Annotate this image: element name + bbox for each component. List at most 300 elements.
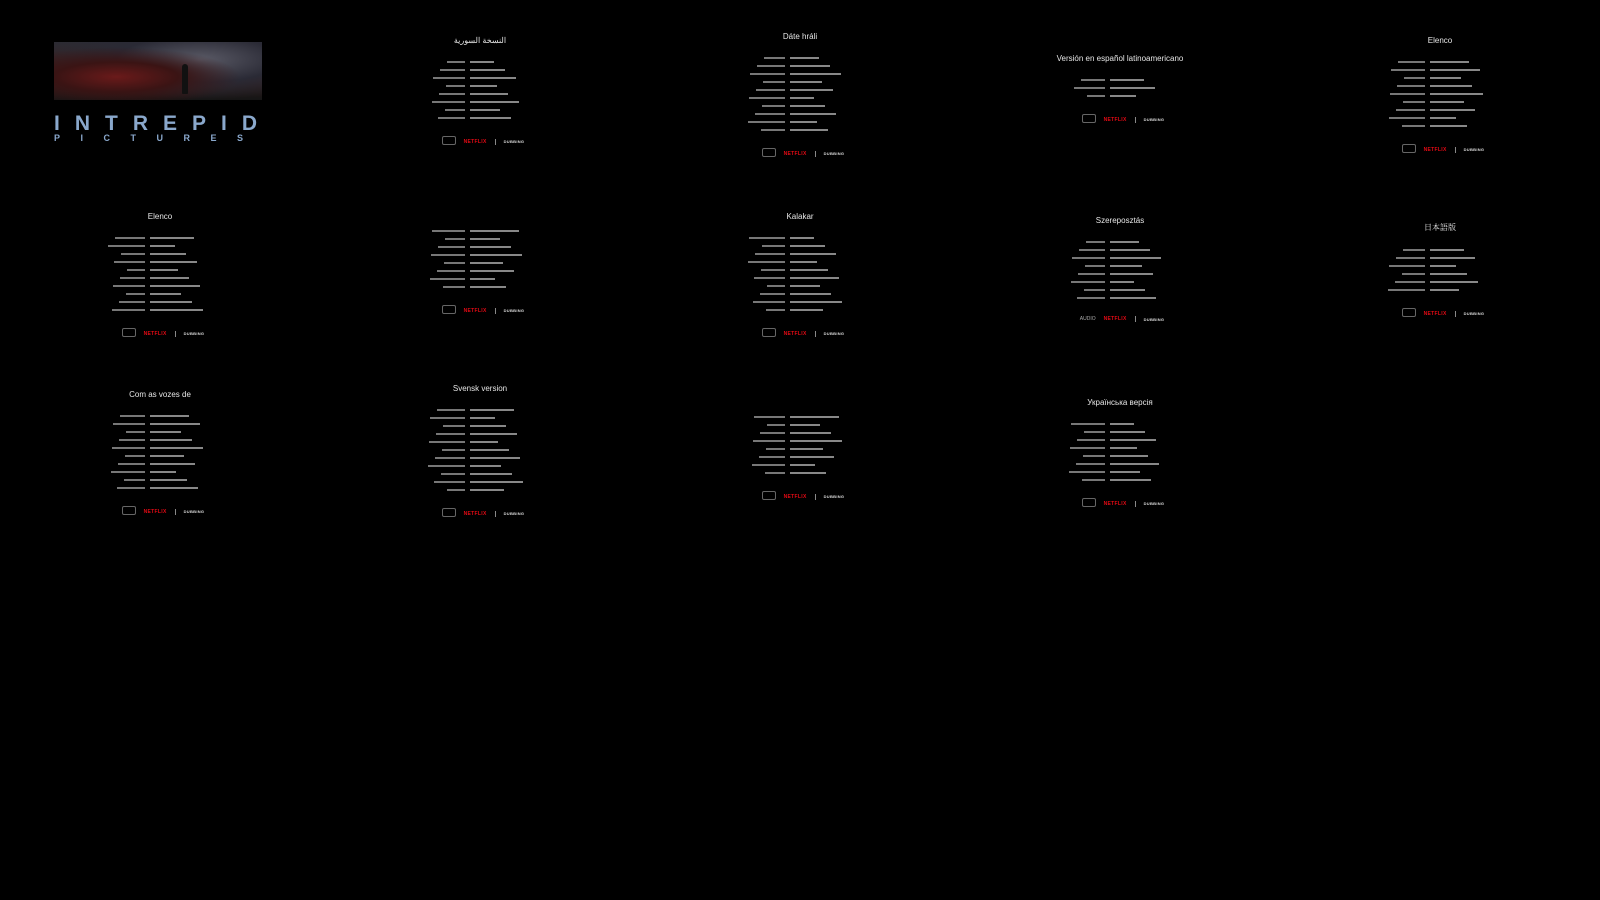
actor-name (790, 446, 860, 453)
logo-image (54, 42, 262, 100)
actor-name (790, 275, 860, 282)
cast-row (101, 267, 220, 274)
cast-row (421, 107, 540, 114)
actor-name (470, 455, 540, 462)
role-name (741, 55, 790, 62)
role-name (1061, 77, 1110, 84)
cast-row (421, 407, 540, 414)
actor-name (790, 430, 860, 437)
role-name (741, 235, 790, 242)
role-name (1381, 263, 1430, 270)
role-name (421, 268, 470, 275)
actor-name (1430, 123, 1500, 130)
actor-name (150, 259, 220, 266)
cast-row (1061, 469, 1180, 476)
cast-list (1020, 77, 1220, 100)
role-name (741, 95, 790, 102)
role-name (421, 59, 470, 66)
credit-panel (700, 32, 900, 159)
role-name (101, 275, 150, 282)
actor-name (1430, 115, 1500, 122)
cast-row (421, 439, 540, 446)
role-name (421, 423, 470, 430)
actor-name (790, 454, 860, 461)
role-name (421, 99, 470, 106)
panel-title: Versión en español latinoamericano (1056, 54, 1184, 63)
actor-name (470, 479, 540, 486)
dubbing-label: DUBBING (1463, 311, 1485, 316)
role-name (101, 235, 150, 242)
cast-row (741, 291, 860, 298)
studio-logo (436, 136, 456, 147)
logo-row (700, 328, 900, 339)
netflix-logo: NETFLIX (463, 510, 487, 517)
studio-logo (1076, 498, 1096, 509)
cast-row (741, 422, 860, 429)
actor-name (470, 487, 540, 494)
role-name (1381, 255, 1430, 262)
actor-name (1110, 477, 1180, 484)
dubbing-label: DUBBING (503, 511, 525, 516)
netflix-logo: NETFLIX (1423, 146, 1447, 153)
divider (175, 509, 176, 515)
cast-list (700, 55, 900, 134)
cast-row (101, 307, 220, 314)
dubbing-label: DUBBING (1143, 117, 1165, 122)
role-name (1381, 83, 1430, 90)
cast-row (421, 83, 540, 90)
cast-list (1020, 421, 1220, 484)
cast-row (421, 67, 540, 74)
actor-name (470, 439, 540, 446)
actor-name (150, 421, 220, 428)
cast-list (700, 235, 900, 314)
role-name (1061, 279, 1110, 286)
actor-name (470, 115, 540, 122)
role-name (741, 307, 790, 314)
role-name (741, 291, 790, 298)
logo-row (60, 506, 260, 517)
cast-row (741, 111, 860, 118)
actor-name (790, 79, 860, 86)
cast-row (741, 251, 860, 258)
studio-logo (756, 328, 776, 339)
logo-row (380, 305, 580, 316)
credit-panel (380, 36, 580, 147)
actor-name (1110, 429, 1180, 436)
cast-row (1381, 115, 1500, 122)
actor-name (1110, 421, 1180, 428)
cast-row (741, 470, 860, 477)
role-name (1061, 461, 1110, 468)
cast-row (421, 268, 540, 275)
actor-name (470, 284, 540, 291)
role-name (101, 299, 150, 306)
cast-row (741, 414, 860, 421)
role-name (421, 91, 470, 98)
cast-row (421, 91, 540, 98)
panel-title: النسخة السورية (453, 36, 507, 45)
netflix-logo: NETFLIX (143, 330, 167, 337)
role-name (741, 127, 790, 134)
cast-row (741, 275, 860, 282)
actor-name (1110, 461, 1180, 468)
cast-row (101, 429, 220, 436)
role-name (1061, 445, 1110, 452)
cast-row (741, 55, 860, 62)
panel-title: 日本語版 (1424, 223, 1456, 232)
credit-panel (1020, 216, 1220, 322)
actor-name (470, 59, 540, 66)
role-name (741, 283, 790, 290)
divider (815, 494, 816, 500)
role-name (741, 299, 790, 306)
actor-name (150, 413, 220, 420)
role-name (1381, 99, 1430, 106)
actor-name (1430, 263, 1500, 270)
actor-name (790, 251, 860, 258)
actor-name (790, 267, 860, 274)
panel-title: Com as vozes de (129, 390, 191, 399)
cast-row (101, 413, 220, 420)
role-name (101, 461, 150, 468)
role-name (1061, 287, 1110, 294)
role-name (421, 83, 470, 90)
cast-list (1340, 59, 1540, 130)
divider (495, 139, 496, 145)
divider (1135, 501, 1136, 507)
role-name (1061, 437, 1110, 444)
cast-list (380, 59, 580, 122)
studio-logo (1396, 308, 1416, 319)
logo-row (380, 508, 580, 519)
netflix-logo: NETFLIX (783, 493, 807, 500)
cast-row (1381, 75, 1500, 82)
actor-name (470, 415, 540, 422)
cast-row (741, 63, 860, 70)
cast-row (741, 95, 860, 102)
role-name (741, 259, 790, 266)
studio-logo (756, 148, 776, 159)
role-name (1381, 67, 1430, 74)
actor-name (1110, 93, 1180, 100)
cast-row (741, 438, 860, 445)
cast-row (101, 299, 220, 306)
role-name (421, 431, 470, 438)
cast-row (1061, 85, 1180, 92)
actor-name (1430, 247, 1500, 254)
credit-panel (1340, 222, 1540, 319)
actor-name (1110, 271, 1180, 278)
logo-row (700, 491, 900, 502)
cast-row (741, 79, 860, 86)
role-name (741, 119, 790, 126)
role-name (101, 283, 150, 290)
panel-title: Elenco (1427, 36, 1453, 45)
cast-row (1061, 461, 1180, 468)
panel-title: Українська версія (1087, 398, 1153, 407)
actor-name (470, 67, 540, 74)
cast-row (1061, 93, 1180, 100)
role-name (101, 445, 150, 452)
role-name (1061, 247, 1110, 254)
actor-name (790, 235, 860, 242)
cast-row (1381, 247, 1500, 254)
role-name (1381, 75, 1430, 82)
actor-name (790, 299, 860, 306)
cast-row (421, 431, 540, 438)
netflix-logo: NETFLIX (463, 307, 487, 314)
actor-name (1430, 75, 1500, 82)
actor-name (470, 276, 540, 283)
role-name (1381, 91, 1430, 98)
role-name (1061, 295, 1110, 302)
actor-name (1110, 247, 1180, 254)
cast-row (741, 307, 860, 314)
role-name (101, 485, 150, 492)
actor-name (790, 111, 860, 118)
netflix-logo: NETFLIX (1103, 116, 1127, 123)
role-name (101, 267, 150, 274)
actor-name (470, 236, 540, 243)
role-name (741, 79, 790, 86)
actor-name (1110, 287, 1180, 294)
cast-row (1381, 279, 1500, 286)
logo-row (1340, 308, 1540, 319)
divider (1135, 316, 1136, 322)
cast-row (421, 252, 540, 259)
actor-name (1110, 85, 1180, 92)
divider (495, 511, 496, 517)
role-name (741, 470, 790, 477)
cast-row (741, 119, 860, 126)
role-name (741, 63, 790, 70)
studio-logo: AUDIO (1079, 316, 1096, 322)
logo-row (1340, 144, 1540, 155)
credit-panel (700, 400, 900, 502)
actor-name (1430, 67, 1500, 74)
actor-name (1110, 77, 1180, 84)
credit-panel (1020, 54, 1220, 125)
actor-name (1430, 99, 1500, 106)
cast-row (101, 437, 220, 444)
cast-list (1340, 247, 1540, 294)
dubbing-label: DUBBING (1143, 501, 1165, 506)
actor-name (1110, 437, 1180, 444)
cast-row (1381, 67, 1500, 74)
cast-list (380, 228, 580, 291)
role-name (101, 477, 150, 484)
role-name (421, 463, 470, 470)
actor-name (790, 63, 860, 70)
actor-name (1430, 83, 1500, 90)
divider (1135, 117, 1136, 123)
cast-row (1061, 287, 1180, 294)
actor-name (1110, 469, 1180, 476)
actor-name (470, 463, 540, 470)
role-name (421, 75, 470, 82)
brand-line1: INTREPID (54, 112, 273, 135)
role-name (741, 422, 790, 429)
studio-logo (436, 508, 456, 519)
cast-row (101, 469, 220, 476)
role-name (421, 260, 470, 267)
logo-row (60, 328, 260, 339)
cast-row (421, 260, 540, 267)
cast-row (101, 259, 220, 266)
actor-name (470, 260, 540, 267)
role-name (1061, 271, 1110, 278)
cast-list (380, 407, 580, 494)
actor-name (1110, 453, 1180, 460)
figure-silhouette (182, 64, 188, 94)
logo-row (700, 148, 900, 159)
logo-row (380, 136, 580, 147)
actor-name (470, 431, 540, 438)
cast-row (741, 71, 860, 78)
role-name (741, 251, 790, 258)
actor-name (150, 445, 220, 452)
studio-logo (756, 491, 776, 502)
actor-name (150, 291, 220, 298)
role-name (1061, 429, 1110, 436)
role-name (421, 407, 470, 414)
cast-row (1061, 437, 1180, 444)
studio-logo (1396, 144, 1416, 155)
cast-row (1061, 477, 1180, 484)
role-name (101, 413, 150, 420)
cast-row (1381, 91, 1500, 98)
cast-row (1061, 271, 1180, 278)
role-name (741, 87, 790, 94)
actor-name (1430, 287, 1500, 294)
cast-row (741, 267, 860, 274)
cast-row (421, 228, 540, 235)
cast-row (421, 471, 540, 478)
role-name (101, 243, 150, 250)
actor-name (790, 462, 860, 469)
netflix-logo: NETFLIX (143, 508, 167, 515)
cast-row (1381, 255, 1500, 262)
panel-title: Dáte hráli (782, 32, 818, 41)
actor-name (470, 407, 540, 414)
actor-name (1110, 239, 1180, 246)
actor-name (790, 71, 860, 78)
actor-name (150, 477, 220, 484)
cast-row (421, 244, 540, 251)
cast-row (741, 283, 860, 290)
role-name (421, 67, 470, 74)
cast-row (1381, 59, 1500, 66)
actor-name (150, 235, 220, 242)
role-name (101, 469, 150, 476)
actor-name (790, 259, 860, 266)
cast-row (741, 243, 860, 250)
role-name (101, 307, 150, 314)
cast-row (421, 463, 540, 470)
actor-name (150, 461, 220, 468)
cast-row (101, 477, 220, 484)
role-name (1061, 421, 1110, 428)
role-name (1381, 279, 1430, 286)
actor-name (1430, 279, 1500, 286)
studio-logo (1076, 114, 1096, 125)
logo-row (1020, 498, 1220, 509)
role-name (1061, 263, 1110, 270)
actor-name (1430, 59, 1500, 66)
role-name (421, 244, 470, 251)
cast-row (741, 127, 860, 134)
role-name (741, 275, 790, 282)
cast-row (101, 251, 220, 258)
role-name (101, 251, 150, 258)
credit-panel (380, 384, 580, 519)
cast-row (1061, 247, 1180, 254)
role-name (421, 115, 470, 122)
divider (1455, 147, 1456, 153)
actor-name (470, 228, 540, 235)
cast-row (1061, 239, 1180, 246)
actor-name (150, 299, 220, 306)
actor-name (790, 119, 860, 126)
actor-name (470, 83, 540, 90)
cast-row (1381, 107, 1500, 114)
cast-row (741, 462, 860, 469)
role-name (421, 228, 470, 235)
divider (815, 331, 816, 337)
actor-name (1430, 271, 1500, 278)
role-name (1381, 123, 1430, 130)
actor-name (1430, 107, 1500, 114)
actor-name (150, 469, 220, 476)
role-name (421, 447, 470, 454)
actor-name (150, 243, 220, 250)
divider (815, 151, 816, 157)
dubbing-label: DUBBING (823, 331, 845, 336)
dubbing-label: DUBBING (1143, 316, 1165, 322)
panel-title: Svensk version (452, 384, 508, 393)
divider (175, 331, 176, 337)
actor-name (1430, 91, 1500, 98)
cast-row (1061, 421, 1180, 428)
role-name (1061, 477, 1110, 484)
cast-row (741, 235, 860, 242)
role-name (421, 252, 470, 259)
role-name (1381, 247, 1430, 254)
role-name (741, 438, 790, 445)
credit-panel (700, 212, 900, 339)
actor-name (150, 283, 220, 290)
cast-row (1061, 255, 1180, 262)
studio-logo (116, 328, 136, 339)
cast-row (101, 283, 220, 290)
cast-list (60, 235, 260, 314)
role-name (421, 471, 470, 478)
actor-name (790, 470, 860, 477)
cast-row (421, 284, 540, 291)
cast-row (741, 446, 860, 453)
cast-row (421, 423, 540, 430)
role-name (741, 454, 790, 461)
actor-name (1430, 255, 1500, 262)
cast-row (421, 487, 540, 494)
cast-row (101, 453, 220, 460)
cast-row (1381, 123, 1500, 130)
divider (495, 308, 496, 314)
role-name (1061, 93, 1110, 100)
role-name (1381, 115, 1430, 122)
role-name (1061, 469, 1110, 476)
